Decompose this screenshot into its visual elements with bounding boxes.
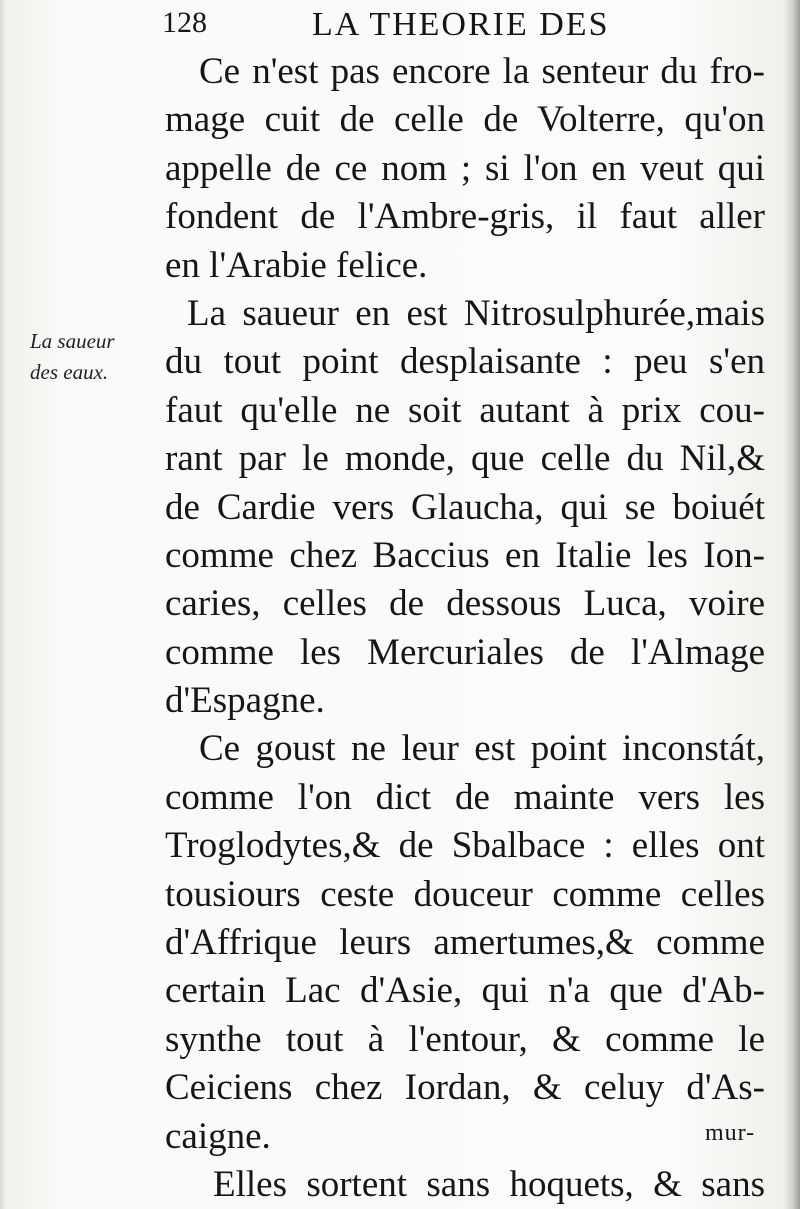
text-line: Ce n'est pas encore la senteur du fro- xyxy=(199,51,765,92)
body-text xyxy=(165,48,765,1209)
text-line: appelle de ce nom ; si l'on en veut qui xyxy=(165,147,765,189)
text-line: comme l'on dict de mainte vers les xyxy=(165,776,765,818)
text-line: du tout point desplaisante : peu s'en xyxy=(165,341,765,383)
running-head: LA THEORIE DES xyxy=(312,6,610,43)
margin-note xyxy=(30,326,160,388)
catchword: mur- xyxy=(705,1120,756,1146)
text-line: Elles sortent sans hoquets, & sans xyxy=(213,1163,765,1205)
text-line: Ceiciens chez Iordan, & celuy d'As- xyxy=(165,1067,765,1109)
margin-note-line-1: La saueur xyxy=(30,329,115,353)
text-line: synthe tout à l'entour, & comme le xyxy=(165,1018,765,1060)
text-line: en l'Arabie felice. xyxy=(165,244,428,286)
page-number: 128 xyxy=(162,6,207,39)
text-line: caries, celles de dessous Luca, voire xyxy=(165,583,765,625)
text-line: Ce goust ne leur est point inconstát, xyxy=(199,728,765,770)
text-line: mage cuit de celle de Volterre, qu'on xyxy=(165,99,765,141)
page-left-edge xyxy=(0,0,6,1209)
text-line: comme chez Baccius en Italie les Ion- xyxy=(165,534,765,576)
text-line: certain Lac d'Asie, qui n'a que d'Ab- xyxy=(165,970,765,1012)
page-right-edge xyxy=(782,0,800,1209)
text-line: d'Espagne. xyxy=(165,680,325,722)
text-line: Troglodytes,& de Sbalbace : elles ont xyxy=(165,825,765,867)
text-line: faut qu'elle ne soit autant à prix cou- xyxy=(165,389,765,431)
text-line: d'Affrique leurs amertumes,& comme xyxy=(165,922,765,964)
text-line: caigne. xyxy=(165,1115,271,1157)
text-line: rant par le monde, que celle du Nil,& xyxy=(165,438,765,480)
text-line: fondent de l'Ambre-gris, il faut aller xyxy=(165,196,765,238)
text-line: La saueur en est Nitrosulphurée,mais xyxy=(187,292,765,334)
page-header xyxy=(162,6,632,46)
text-line: de Cardie vers Glaucha, qui se boiuét xyxy=(165,486,765,528)
margin-note-line-2: des eaux. xyxy=(30,360,109,384)
text-line: comme les Mercuriales de l'Almage xyxy=(165,631,765,673)
text-line: tousiours ceste douceur comme celles xyxy=(165,873,765,915)
